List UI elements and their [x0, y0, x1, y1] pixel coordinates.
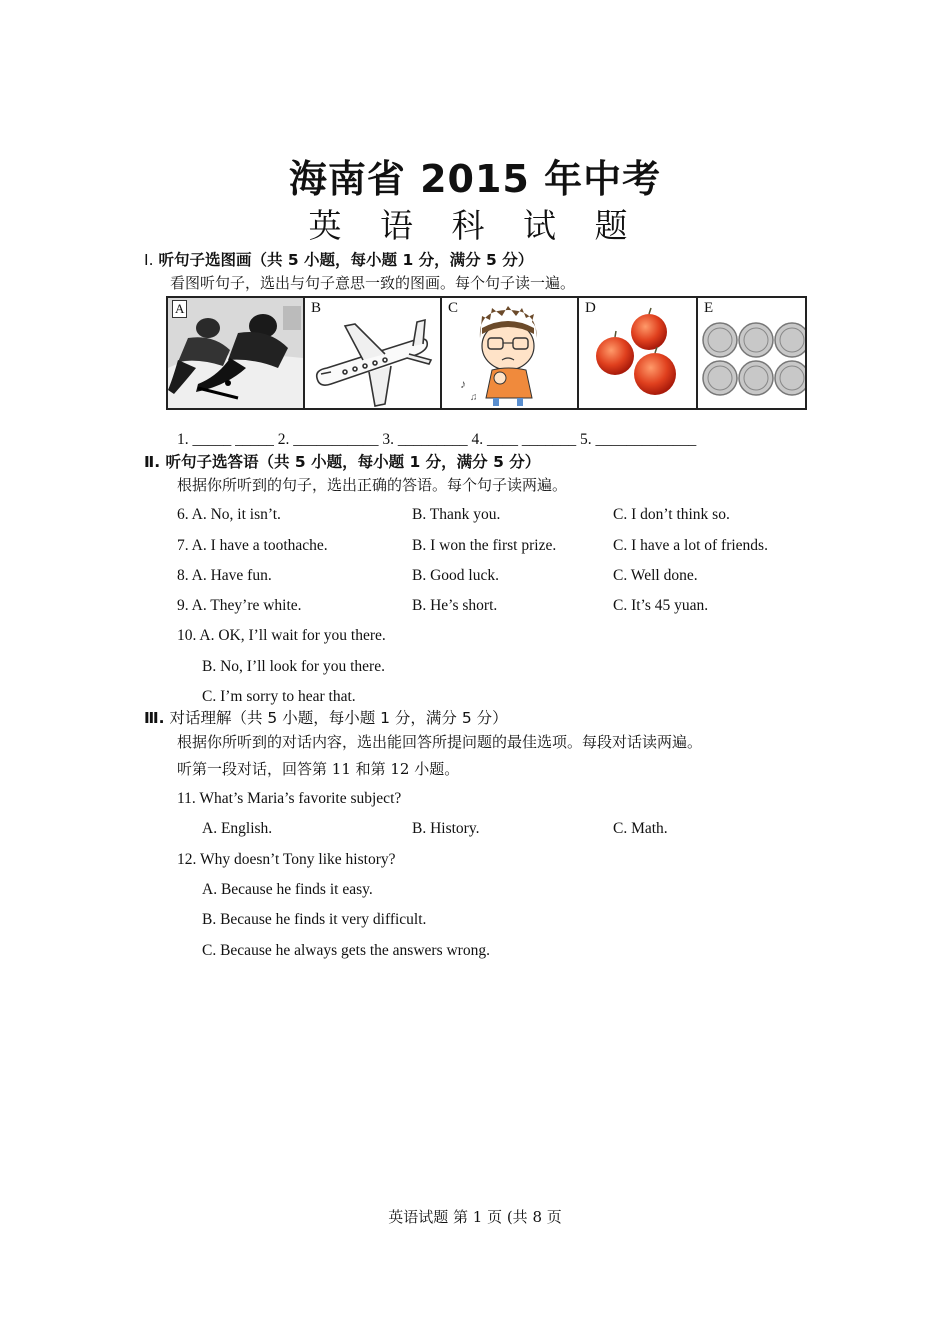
page-footer: 英语试题 第 1 页 (共 8 页 — [388, 1208, 562, 1226]
section3-heading-text: 对话理解（共 5 小题，每小题 1 分，满分 5 分） — [169, 709, 508, 727]
picture-e — [698, 298, 805, 408]
section2-heading-text: 听句子选答语（共 5 小题，每小题 1 分，满分 5 分） — [165, 453, 541, 471]
picture-d-label: D — [585, 300, 596, 316]
section1-heading-text-c: 分，满分 — [413, 251, 487, 269]
picture-a — [168, 298, 305, 408]
svg-text:♪: ♪ — [460, 377, 466, 391]
q6-option-a: 6. A. No, it isn’t. — [177, 506, 281, 523]
section1-count: 5 — [287, 251, 299, 269]
svg-text:♫: ♫ — [470, 392, 478, 403]
q11-option-b: B. History. — [412, 820, 480, 837]
airplane-icon — [305, 298, 440, 408]
section2-heading — [144, 450, 540, 472]
picture-a-label: A — [172, 300, 187, 318]
q11-option-c: C. Math. — [613, 820, 668, 837]
section1-heading-text-a: 听句子选图画（共 — [158, 251, 288, 269]
section1-heading-text-d: 分） — [496, 251, 534, 269]
section3-number: Ⅲ. — [144, 709, 165, 727]
q8-option-a: 8. A. Have fun. — [177, 567, 272, 584]
q9-option-b: B. He’s short. — [412, 597, 498, 614]
picture-b-label: B — [311, 300, 322, 316]
answer-blank-line: 1. _____ _____ 2. ___________ 3. _________ 4. ____ _______ 5. _____________ — [177, 431, 697, 448]
apples-icon — [579, 298, 696, 408]
q10-option-c: C. I’m sorry to hear that. — [202, 688, 356, 705]
q10-option-a: 10. A. OK, I’ll wait for you there. — [177, 627, 386, 644]
section1-points-total: 5 — [486, 251, 497, 269]
q9-option-a: 9. A. They’re white. — [177, 597, 302, 614]
section1-heading — [144, 248, 533, 270]
section1-number: Ⅰ. — [144, 251, 154, 269]
q6-option-c: C. I don’t think so. — [613, 506, 730, 523]
q12-option-c: C. Because he always gets the answers wrong. — [202, 942, 490, 959]
q10-option-b: B. No, I’ll look for you there. — [202, 658, 385, 675]
picture-d — [579, 298, 698, 408]
section3-subinstruction: 听第一段对话，回答第 11 和第 12 小题。 — [177, 760, 460, 778]
q8-option-c: C. Well done. — [613, 567, 698, 584]
section3-instruction: 根据你所听到的对话内容，选出能回答所提问题的最佳选项。每段对话读两遍。 — [177, 733, 703, 751]
exam-subtitle: 英 语 科 试 题 — [308, 206, 642, 245]
picture-c-label: C — [448, 300, 459, 316]
q12-option-a: A. Because he finds it easy. — [202, 881, 373, 898]
q6-option-b: B. Thank you. — [412, 506, 501, 523]
q11-option-a: A. English. — [202, 820, 273, 837]
section1-points-each: 1 — [402, 251, 414, 269]
picture-e-label: E — [704, 300, 714, 316]
exam-title: 海南省 2015 年中考 — [288, 157, 662, 201]
section1-instruction: 看图听句子，选出与句子意思一致的图画。每个句子读一遍。 — [170, 274, 576, 292]
section3-heading — [144, 706, 508, 728]
speed-skaters-icon — [168, 298, 303, 408]
section2-instruction: 根据你所听到的句子，选出正确的答语。每个句子读两遍。 — [177, 476, 568, 494]
section2-number: Ⅱ. — [144, 453, 161, 471]
q12-option-b: B. Because he finds it very difficult. — [202, 911, 427, 928]
q11-question: 11. What’s Maria’s favorite subject? — [177, 790, 402, 807]
q12-question: 12. Why doesn’t Tony like history? — [177, 851, 396, 868]
q7-option-a: 7. A. I have a toothache. — [177, 537, 328, 554]
coins-icon — [698, 298, 805, 408]
crying-boy-icon — [442, 298, 577, 408]
picture-strip — [166, 296, 807, 410]
q8-option-b: B. Good luck. — [412, 567, 499, 584]
q9-option-c: C. It’s 45 yuan. — [613, 597, 709, 614]
picture-c — [442, 298, 579, 408]
q7-option-b: B. I won the first prize. — [412, 537, 557, 554]
picture-b — [305, 298, 442, 408]
q7-option-c: C. I have a lot of friends. — [613, 537, 768, 554]
section1-heading-text-b: 小题，每小题 — [298, 251, 403, 269]
